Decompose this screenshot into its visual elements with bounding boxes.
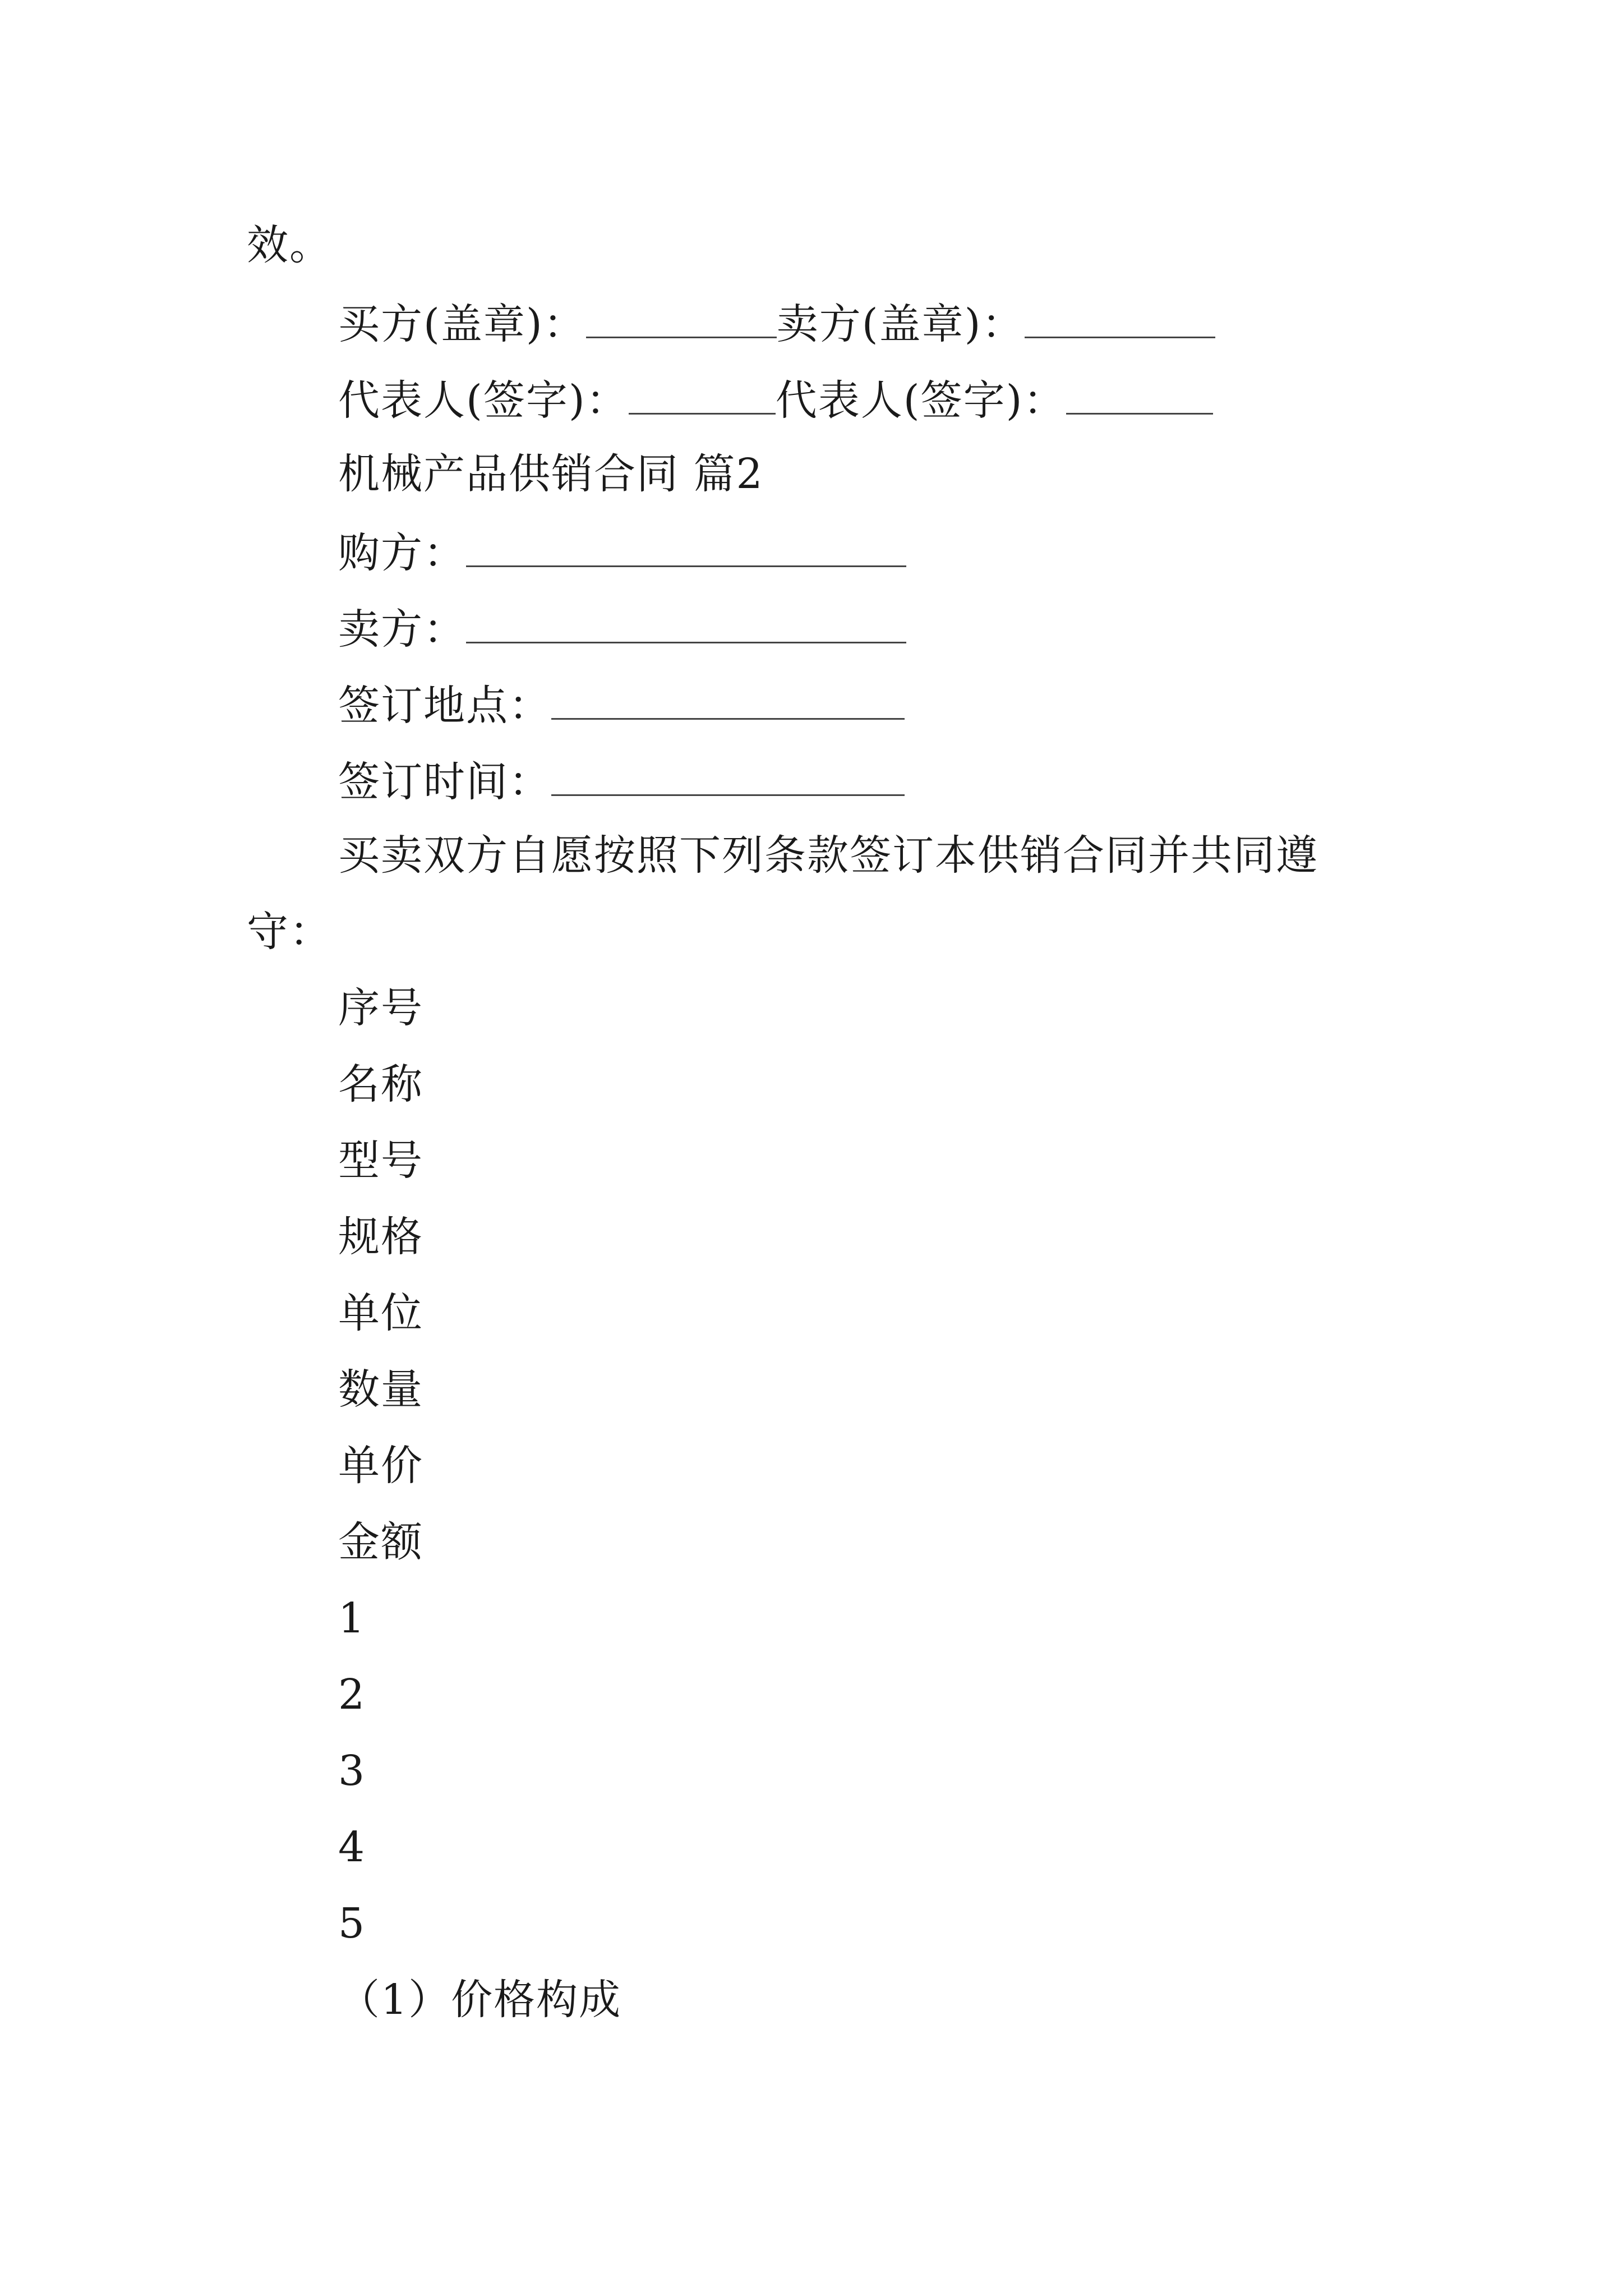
purchaser-blank[interactable] — [466, 530, 906, 567]
table-header-item: 数量 — [338, 1365, 423, 1414]
seller-rep-label: 代表人(签字)： — [775, 376, 1066, 425]
intro-paragraph-line2: 守： — [247, 908, 332, 956]
row-number: 2 — [338, 1671, 366, 1719]
table-header-item: 规格 — [338, 1213, 423, 1261]
text-line: 效。 — [247, 221, 332, 269]
buyer-seal-label: 买方(盖章)： — [338, 300, 586, 348]
purchaser-row — [338, 529, 906, 577]
seller-label: 卖方： — [338, 605, 466, 654]
seller-row — [338, 605, 906, 654]
sign-time-row — [338, 758, 905, 806]
table-header-item: 名称 — [338, 1060, 423, 1108]
sign-time-blank[interactable] — [551, 758, 905, 796]
table-header-item: 单位 — [338, 1289, 423, 1337]
row-number: 4 — [338, 1823, 366, 1871]
table-header-item: 金额 — [338, 1518, 423, 1566]
row-number: 1 — [338, 1594, 366, 1642]
representative-signature-row — [338, 376, 1213, 425]
sign-place-row — [338, 682, 905, 730]
sign-place-label: 签订地点： — [338, 682, 551, 730]
row-number: 5 — [338, 1899, 366, 1948]
buyer-rep-label: 代表人(签字)： — [338, 376, 629, 425]
section-heading: 机械产品供销合同 篇2 — [338, 450, 764, 498]
row-number: 3 — [338, 1747, 366, 1795]
purchaser-label: 购方： — [338, 529, 466, 577]
seller-seal-blank[interactable] — [1025, 301, 1215, 338]
table-header-item: 型号 — [338, 1137, 423, 1185]
sign-place-blank[interactable] — [551, 682, 905, 720]
table-header-item: 序号 — [338, 984, 423, 1032]
seller-blank[interactable] — [466, 606, 906, 643]
table-header-item: 单价 — [338, 1442, 423, 1490]
intro-paragraph-line1: 买卖双方自愿按照下列条款签订本供销合同并共同遵 — [338, 831, 1318, 880]
seal-signature-row — [338, 300, 1215, 348]
seller-seal-label: 卖方(盖章)： — [776, 300, 1025, 348]
buyer-seal-blank[interactable] — [586, 301, 777, 338]
sign-time-label: 签订时间： — [338, 758, 551, 806]
seller-rep-blank[interactable] — [1066, 377, 1213, 415]
buyer-rep-blank[interactable] — [629, 377, 776, 415]
price-section-heading: （1）价格构成 — [338, 1976, 622, 2024]
